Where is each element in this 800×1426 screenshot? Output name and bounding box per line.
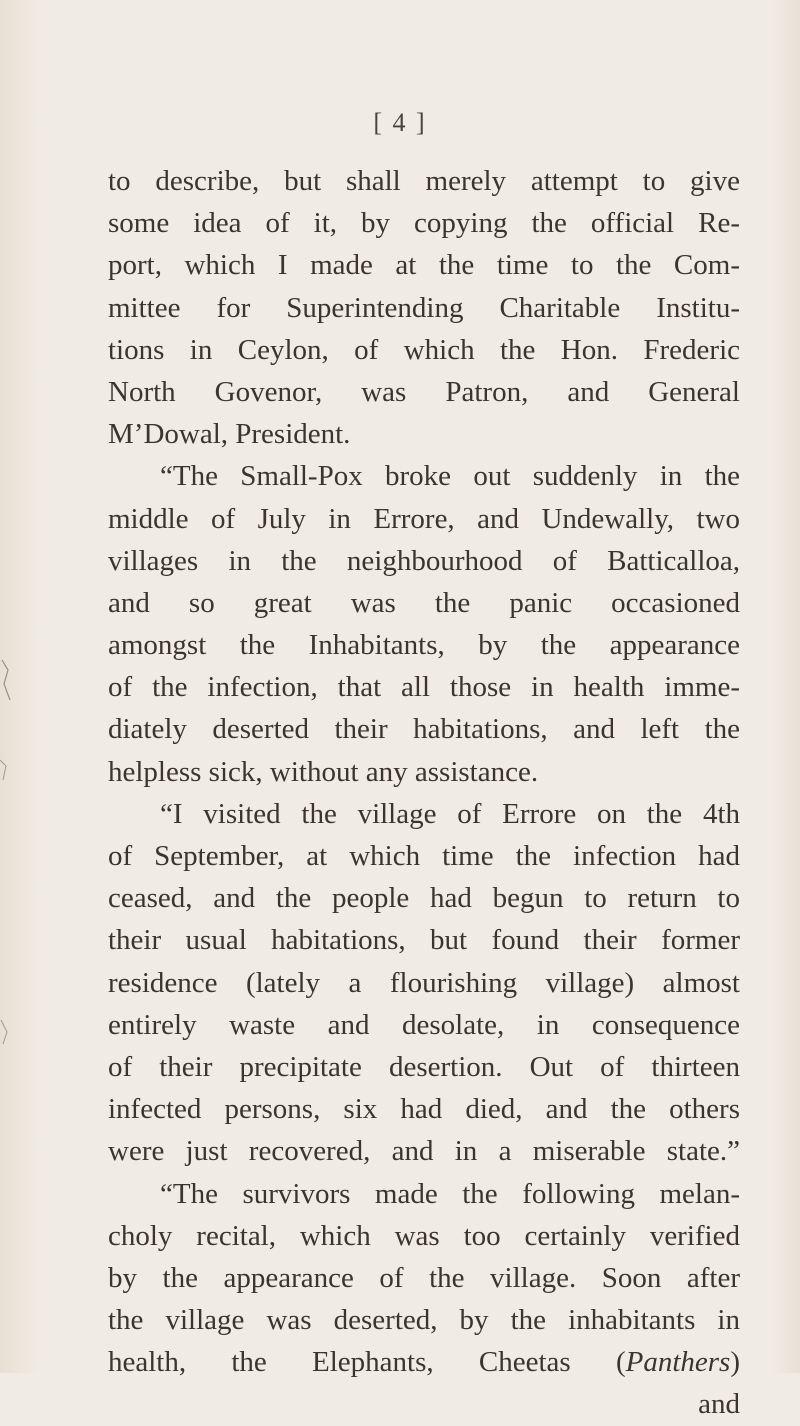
text-line: to describe, but shall merely attempt to give	[108, 165, 740, 197]
text-line: were just recovered, and in a miserable state.”	[108, 1135, 740, 1168]
text-line: “The survivors made the following melan-	[160, 1177, 740, 1210]
text-line: of the infection, that all those in health imme-	[108, 671, 740, 704]
text-line: port, which I made at the time to the Com-	[108, 249, 740, 282]
catchword: and	[698, 1388, 740, 1421]
text-line: mittee for Superintending Charitable Institu-	[108, 291, 740, 324]
text-line: some idea of it, by copying the official Re-	[108, 207, 740, 240]
text-line: of their precipitate desertion. Out of thirteen	[108, 1050, 740, 1083]
text-line: residence (lately a flourishing village) almost	[108, 966, 740, 999]
text-line	[108, 1341, 740, 1383]
text-line: of September, at which time the infection had	[108, 840, 740, 872]
text-line: choly recital, which was too certainly verified	[108, 1219, 740, 1252]
italic-word: Panthers	[625, 1346, 731, 1379]
text-line: diately deserted their habitations, and left the	[108, 713, 740, 746]
text-line: tions in Ceylon, of which the Hon. Frederic	[108, 333, 740, 366]
page-edge-stain	[0, 640, 60, 1060]
text-line: infected persons, six had died, and the others	[108, 1093, 740, 1126]
text-line: by the appearance of the village. Soon after	[108, 1261, 740, 1294]
text-line: “The Small-Pox broke out suddenly in the	[160, 460, 740, 493]
text-line: “I visited the village of Errore on the 4th	[160, 797, 740, 830]
text-line: amongst the Inhabitants, by the appearance	[108, 629, 740, 662]
text-line: M’Dowal, President.	[108, 418, 351, 451]
page-number: [ 4 ]	[373, 108, 427, 137]
text-line: villages in the neighbourhood of Batticalloa,	[108, 544, 740, 577]
text-line: entirely waste and desolate, in consequence	[108, 1008, 740, 1041]
text-run: )	[730, 1346, 740, 1379]
text-line: and so great was the panic occasioned	[108, 586, 740, 619]
text-run: health, the Elephants, Cheetas (	[108, 1346, 626, 1379]
body-text	[108, 160, 740, 1426]
text-line: their usual habitations, but found their former	[108, 924, 740, 957]
text-line: the village was deserted, by the inhabitants in	[108, 1304, 740, 1337]
text-line: middle of July in Errore, and Undewally, two	[108, 502, 740, 535]
text-line: North Govenor, was Patron, and General	[108, 375, 740, 408]
text-line: helpless sick, without any assistance.	[108, 755, 539, 788]
text-line: ceased, and the people had begun to return to	[108, 882, 740, 915]
